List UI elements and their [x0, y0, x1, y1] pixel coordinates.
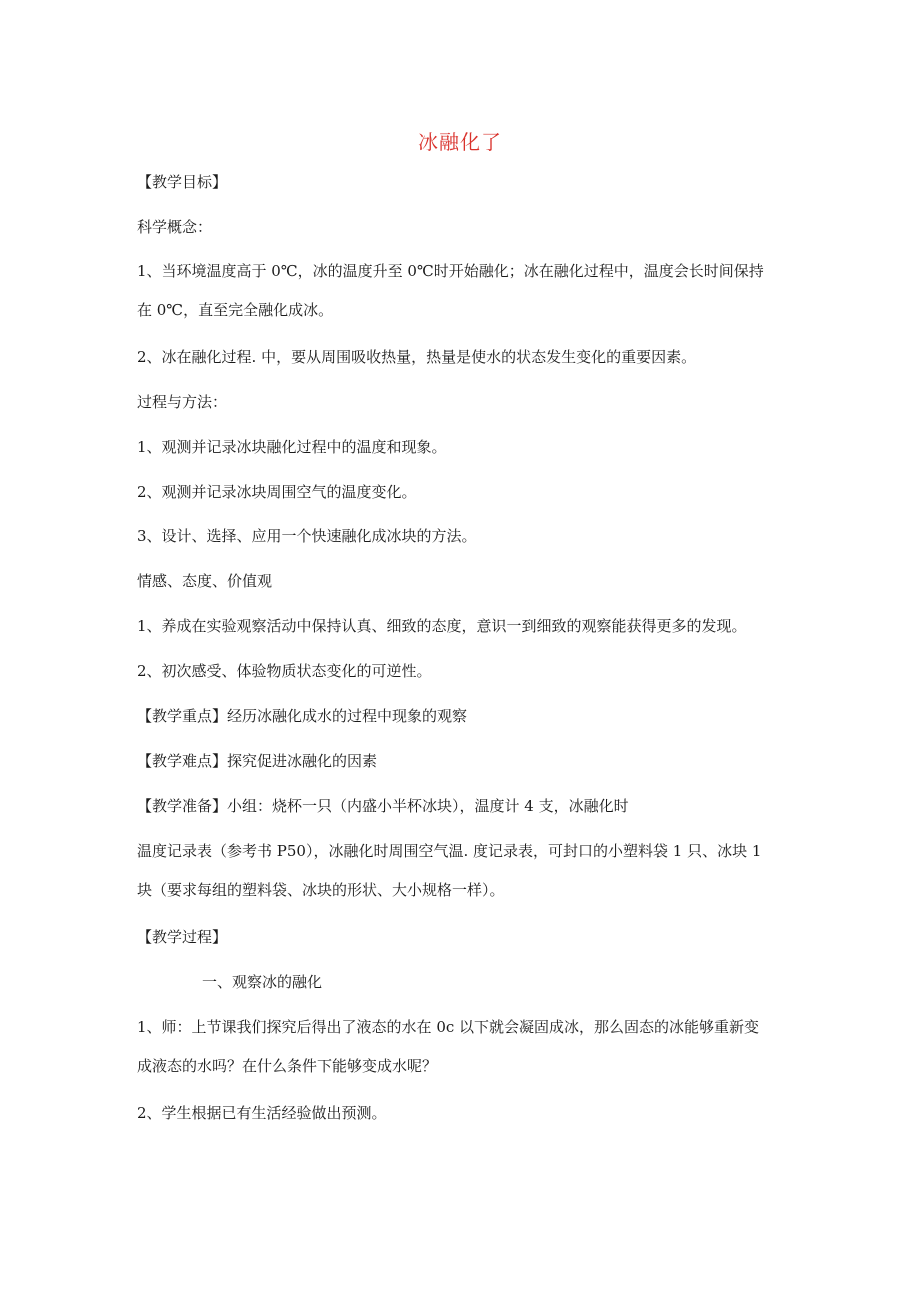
paragraph-line: 温度记录表（参考书 P50），冰融化时周围空气温. 度记录表，可封口的小塑料袋 1 只、冰块 1 [137, 842, 762, 860]
section-key-points: 【教学重点】经历冰融化成水的过程中现象的观察 [137, 707, 468, 725]
paragraph-line: 1、观测并记录冰块融化过程中的温度和现象。 [137, 438, 447, 456]
section-heading-process: 【教学过程】 [137, 928, 228, 946]
subheading-science-concepts: 科学概念： [137, 218, 213, 236]
paragraph-line: 块（要求每组的塑料袋、冰块的形状、大小规格一样）。 [137, 881, 505, 899]
paragraph-line: 2、初次感受、体验物质状态变化的可逆性。 [137, 662, 432, 680]
paragraph-line: 2、学生根据已有生活经验做出预测。 [137, 1104, 387, 1122]
paragraph-line: 在 0℃，直至完全融化成冰。 [137, 301, 334, 319]
subheading-observe-melting: 一、观察冰的融化 [202, 973, 323, 991]
section-preparation: 【教学准备】小组：烧杯一只（内盛小半杯冰块），温度计 4 支，冰融化时 [137, 797, 629, 815]
paragraph-line: 2、冰在融化过程. 中，要从周围吸收热量，热量是使水的状态发生变化的重要因素。 [137, 348, 697, 366]
paragraph-line: 1、养成在实验观察活动中保持认真、细致的态度，意识一到细致的观察能获得更多的发现。 [137, 617, 747, 635]
document-title: 冰融化了 [418, 130, 502, 154]
paragraph-line: 3、设计、选择、应用一个快速融化成冰块的方法。 [137, 527, 477, 545]
paragraph-line: 2、观测并记录冰块周围空气的温度变化。 [137, 483, 417, 501]
subheading-emotion-attitude: 情感、态度、价值观 [137, 572, 273, 590]
paragraph-line: 1、师：上节课我们探究后得出了液态的水在 0c 以下就会凝固成冰，那么固态的冰能够重新变 [137, 1018, 760, 1036]
section-difficulties: 【教学难点】探究促进冰融化的因素 [137, 752, 378, 770]
section-heading-objectives: 【教学目标】 [137, 173, 228, 191]
subheading-process-methods: 过程与方法： [137, 393, 228, 411]
paragraph-line: 成液态的水吗？在什么条件下能够变成水呢？ [137, 1057, 438, 1075]
paragraph-line: 1、当环境温度高于 0℃，冰的温度升至 0℃时开始融化；冰在融化过程中，温度会长时间保持 [137, 262, 764, 280]
